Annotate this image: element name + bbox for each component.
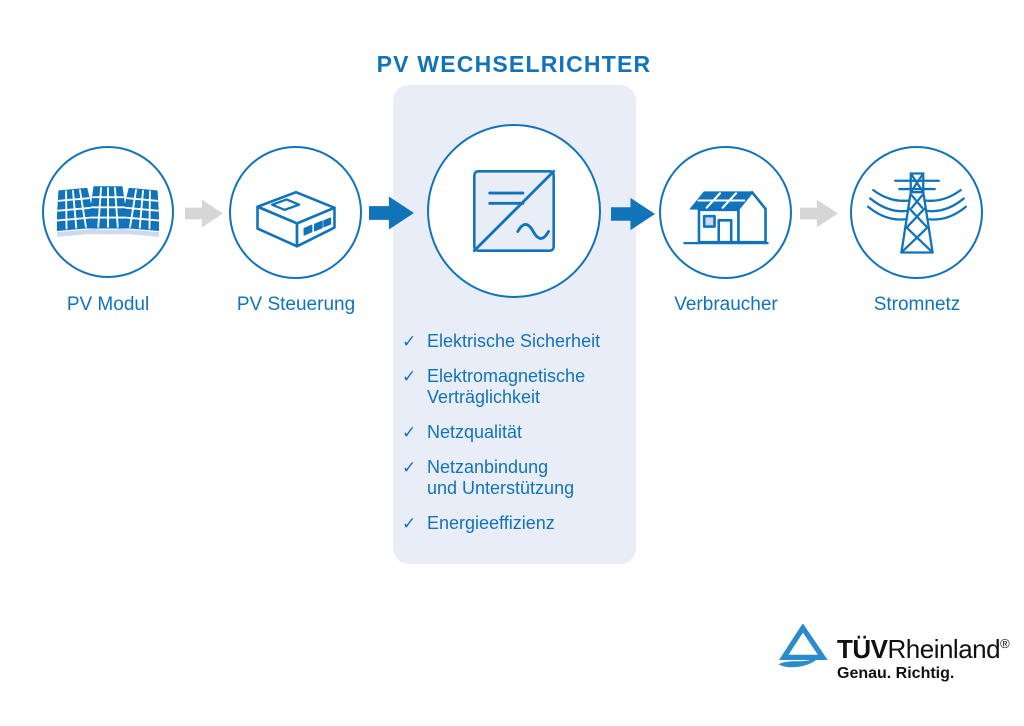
arrow-pv-steuerung-to-wechselrichter-icon (369, 189, 414, 237)
power-pylon-icon (865, 161, 969, 265)
checkmark-icon: ✓ (402, 458, 417, 477)
checklist-item-energy-efficiency (402, 513, 630, 534)
pv-controller-label: PV Steuerung (236, 294, 356, 315)
consumer-label: Verbraucher (674, 294, 778, 315)
logo-brand-bold: TÜV (837, 634, 888, 664)
pv-inverter-circle (427, 124, 601, 298)
checklist-item-emc (402, 366, 630, 408)
arrow-verbraucher-to-stromnetz-icon (800, 195, 838, 232)
logo-text (837, 624, 1010, 683)
tuv-triangle-icon (776, 624, 828, 670)
logo-brand (837, 630, 1010, 663)
checklist-item-text: Elektromagnetische (427, 366, 586, 386)
checkmark-icon: ✓ (402, 367, 417, 386)
inverter-icon (450, 147, 578, 275)
checklist-item-electrical-safety (402, 331, 630, 352)
inverter-checklist (402, 331, 630, 548)
checkmark-icon: ✓ (402, 423, 417, 442)
checkmark-icon: ✓ (402, 332, 417, 351)
power-grid-circle (850, 146, 983, 279)
pv-module-label: PV Modul (66, 294, 150, 315)
checklist-item-grid-quality (402, 422, 630, 443)
controller-box-icon (244, 161, 348, 265)
checklist-item-text: Elektrische Sicherheit (427, 331, 601, 351)
logo-tagline: Genau. Richtig. (837, 665, 955, 682)
logo-brand-regular: Rheinland (887, 634, 1001, 664)
power-grid-label: Stromnetz (873, 294, 961, 315)
house-icon (674, 161, 778, 265)
checklist-item-grid-connection (402, 457, 630, 499)
consumer-circle (659, 146, 792, 279)
checklist-item-text: Netzqualität (427, 422, 523, 442)
registered-mark: ® (1000, 636, 1010, 651)
solar-panels-icon (57, 175, 159, 249)
checklist-item-text: und Unterstützung (427, 478, 575, 498)
checklist-item-text: Verträglichkeit (427, 387, 541, 407)
arrow-pv-modul-to-pv-steuerung-icon (185, 195, 223, 232)
tuv-rheinland-logo (776, 624, 1010, 683)
diagram-title: PV WECHSELRICHTER (376, 51, 652, 77)
checklist-item-text: Energieeffizienz (427, 513, 555, 533)
checkmark-icon: ✓ (402, 514, 417, 533)
pv-controller-circle (229, 146, 362, 279)
arrow-wechselrichter-to-verbraucher-icon (611, 190, 655, 238)
pv-module-circle (42, 146, 174, 278)
checklist-item-text: Netzanbindung (427, 457, 549, 477)
